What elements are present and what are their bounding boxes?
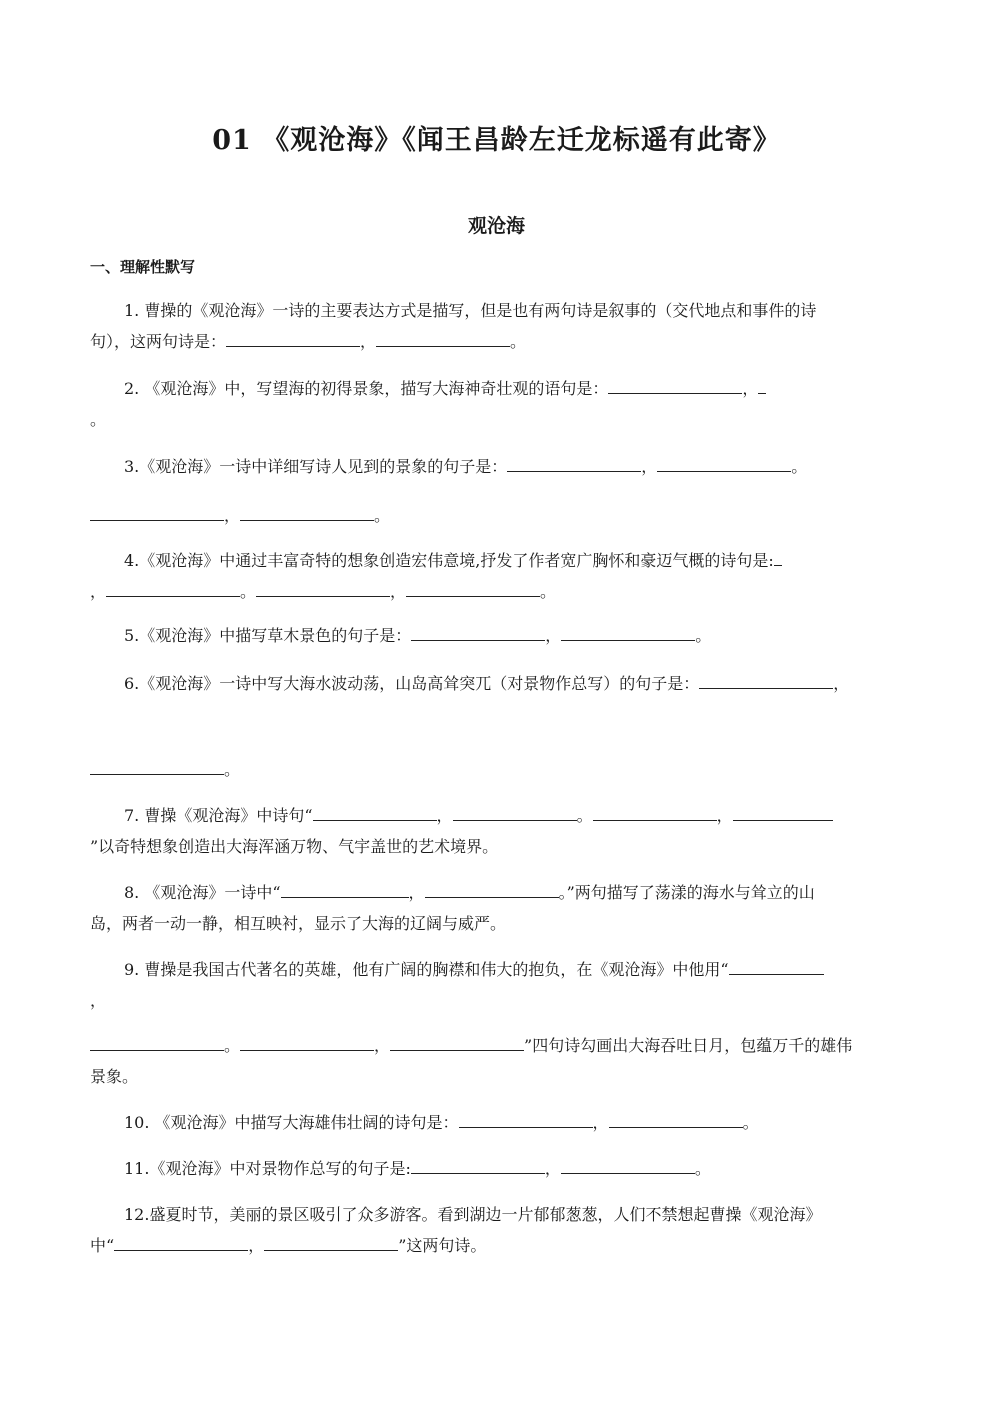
question-11: 11.《观沧海》中对景物作总写的句子是: ， 。 [90,1153,902,1184]
question-9: 9. 曹操是我国古代著名的英雄，他有广阔的胸襟和伟大的抱负，在《观沧海》中他用“ ， [90,954,902,1016]
answer-blank[interactable] [507,453,641,472]
answer-blank[interactable] [390,1032,524,1051]
answer-blank[interactable] [106,578,240,597]
question-5: 5.《观沧海》中描写草木景色的句子是： ， 。 [90,620,902,651]
answer-blank[interactable] [114,1232,248,1251]
question-3: 3.《观沧海》一诗中详细写诗人见到的景象的句子是： ， 。 [90,451,902,482]
answer-blank[interactable] [593,802,717,821]
question-3-continued: ， 。 [90,500,902,531]
poem-title: 观沧海 [467,215,525,237]
answer-blank[interactable] [240,1032,374,1051]
answer-blank[interactable] [425,879,559,898]
answer-blank[interactable] [313,802,437,821]
answer-blank[interactable] [90,502,224,521]
question-10: 10. 《观沧海》中描写大海雄伟壮阔的诗句是： ， 。 [90,1107,902,1138]
answer-blank[interactable] [453,802,577,821]
question-7: 7. 曹操《观沧海》中诗句“ ， 。 ， ”以奇特想象创造出大海浑涵万物、气宇盖世的艺术境界。 [90,800,902,862]
answer-blank[interactable] [758,375,766,394]
answer-blank[interactable] [411,1155,545,1174]
question-2: 2. 《观沧海》中，写望海的初得景象，描写大海神奇壮观的语句是： ， 。 [90,373,902,435]
answer-blank[interactable] [733,802,833,821]
question-4: 4.《观沧海》中通过丰富奇特的想象创造宏伟意境,抒发了作者宽广胸怀和豪迈气概的诗句是: ， 。 ， 。 [90,545,902,607]
answer-blank[interactable] [729,956,824,975]
question-6: 6.《观沧海》一诗中写大海水波动荡，山岛高耸突兀（对景物作总写）的句子是： ， [90,668,902,699]
answer-blank[interactable] [264,1232,398,1251]
answer-blank[interactable] [459,1109,593,1128]
question-12: 12.盛夏时节，美丽的景区吸引了众多游客。看到湖边一片郁郁葱葱，人们不禁想起曹操《观沧海》 中“ ， ”这两句诗。 [90,1205,822,1255]
document-title: 01 《观沧海》《闻王昌龄左迁龙标遥有此寄》 [212,125,781,156]
answer-blank[interactable] [256,578,390,597]
answer-blank[interactable] [90,756,224,775]
answer-blank[interactable] [406,578,540,597]
answer-blank[interactable] [411,622,545,641]
answer-blank[interactable] [699,670,833,689]
question-8: 8. 《观沧海》一诗中“ ， 。”两句描写了荡漾的海水与耸立的山 岛，两者一动一静，相互映衬，显示了大海的辽阔与威严。 [90,877,902,939]
question-1: 1. 曹操的《观沧海》一诗的主要表达方式是描写，但是也有两句诗是叙事的（交代地点和事件的诗 句），这两句诗是： ， 。 [90,301,817,351]
answer-blank[interactable] [226,328,360,347]
question-6-continued: 。 [90,754,902,785]
answer-blank[interactable] [90,1032,224,1051]
question-9-continued: 。 ， ”四句诗勾画出大海吞吐日月，包蕴万千的雄伟 景象。 [90,1030,902,1092]
answer-blank[interactable] [657,453,791,472]
section-heading: 一、理解性默写 [90,258,196,276]
answer-blank[interactable] [774,547,782,566]
answer-blank[interactable] [609,1109,743,1128]
answer-blank[interactable] [608,375,742,394]
answer-blank[interactable] [561,1155,695,1174]
answer-blank[interactable] [561,622,695,641]
answer-blank[interactable] [240,502,374,521]
answer-blank[interactable] [376,328,510,347]
answer-blank[interactable] [281,879,409,898]
